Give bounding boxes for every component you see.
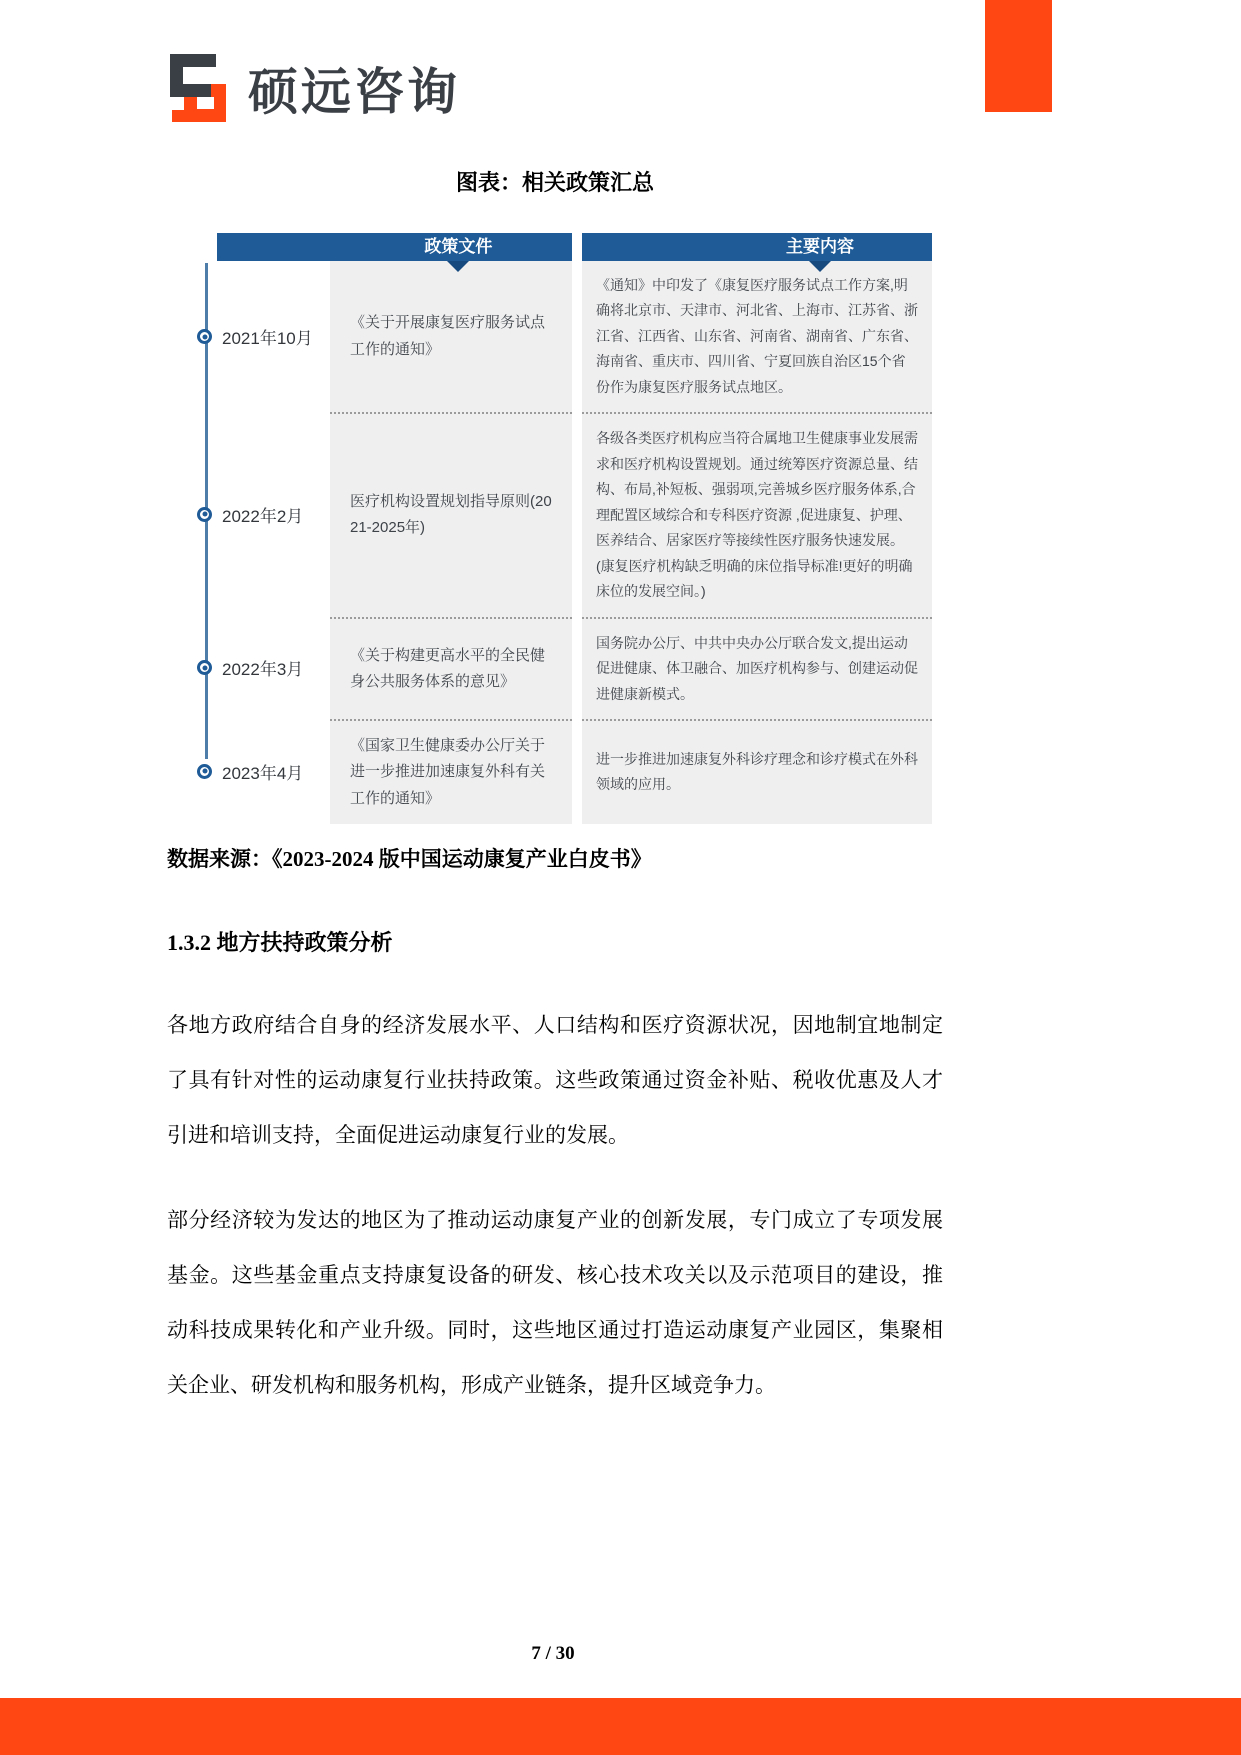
row-policy-cell bbox=[330, 719, 572, 824]
timeline-marker-icon bbox=[197, 660, 212, 675]
row-date-label: 2023年4月 bbox=[222, 763, 304, 783]
bottom-accent-bar bbox=[0, 1698, 1241, 1755]
corner-accent-block bbox=[985, 0, 1052, 112]
timeline-marker-icon bbox=[197, 764, 212, 779]
row-content-text: 进一步推进加速康复外科诊疗理念和诊疗模式在外科领域的应用。 bbox=[596, 750, 918, 793]
row-policy-text: 《国家卫生健康委办公厅关于进一步推进加速康复外科有关工作的通知》 bbox=[350, 737, 546, 807]
row-date bbox=[195, 759, 330, 784]
table-row bbox=[195, 261, 932, 412]
row-date bbox=[195, 502, 330, 527]
row-content-cell bbox=[582, 617, 932, 719]
policy-column-header-label: 政策文件 bbox=[424, 237, 493, 256]
table-row bbox=[195, 719, 932, 824]
row-policy-text: 《关于构建更高水平的全民健身公共服务体系的意见》 bbox=[350, 646, 546, 690]
row-content-text: 各级各类医疗机构应当符合属地卫生健康事业发展需求和医疗机构设置规划。通过统筹医疗资源总量、结构、布局,补短板、强弱项,完善城乡医疗服务体系,合理配置区域综合和专科医疗资源 ,促进康复、护理、医养结合、居家医疗等接续性医疗服务快速发展。(康复医疗机构缺乏明确的床位指导标准!更好的明确床位的发展空间。) bbox=[596, 430, 918, 600]
row-date-label: 2021年10月 bbox=[222, 329, 313, 349]
row-date bbox=[195, 324, 330, 349]
body-text bbox=[167, 998, 943, 1443]
row-policy-text: 医疗机构设置规划指导原则(2021-2025年) bbox=[350, 493, 552, 537]
body-paragraph: 各地方政府结合自身的经济发展水平、人口结构和医疗资源状况，因地制宜地制定了具有针对性的运动康复行业扶持政策。这些政策通过资金补贴、税收优惠及人才引进和培训支持，全面促进运动康复行业的发展。 bbox=[167, 1014, 943, 1147]
row-date-label: 2022年2月 bbox=[222, 506, 304, 526]
policy-summary-table bbox=[195, 233, 932, 824]
row-policy-cell bbox=[330, 261, 572, 412]
page-number: 7 / 30 bbox=[531, 1643, 575, 1664]
row-content-text: 国务院办公厅、中共中央办公厅联合发文,提出运动促进健康、体卫融合、加医疗机构参与、创建运动促进健康新模式。 bbox=[596, 634, 918, 702]
policy-header-pointer-icon bbox=[447, 261, 469, 272]
row-content-cell bbox=[582, 412, 932, 616]
row-date bbox=[195, 655, 330, 680]
timeline-marker-icon bbox=[197, 329, 212, 344]
content-header-pointer-icon bbox=[809, 261, 831, 272]
company-logo-text: 硕远咨询 bbox=[248, 63, 460, 120]
row-policy-cell bbox=[330, 412, 572, 616]
row-content-cell bbox=[582, 719, 932, 824]
content-column-header-label: 主要内容 bbox=[786, 237, 854, 256]
row-policy-cell bbox=[330, 617, 572, 719]
company-logo bbox=[168, 52, 460, 131]
row-content-cell bbox=[582, 261, 932, 412]
figure-title: 图表：相关政策汇总 bbox=[455, 170, 654, 195]
row-content-text: 《通知》中印发了《康复医疗服务试点工作方案,明确将北京市、天津市、河北省、上海市、江苏省、浙江省、江西省、山东省、河南省、湖南省、广东省、海南省、重庆市、四川省、宁夏回族自治区15个省份作为康复医疗服务试点地区。 bbox=[596, 277, 918, 395]
section-heading: 1.3.2 地方扶持政策分析 bbox=[167, 930, 393, 955]
content-column-header bbox=[582, 233, 932, 261]
body-paragraph: 部分经济较为发达的地区为了推动运动康复产业的创新发展，专门成立了专项发展基金。这些基金重点支持康复设备的研发、核心技术攻关以及示范项目的建设，推动科技成果转化和产业升级。同时，这些地区通过打造运动康复产业园区，集聚相关企业、研发机构和服务机构，形成产业链条，提升区域竞争力。 bbox=[167, 1209, 943, 1397]
table-header-row bbox=[195, 233, 932, 261]
row-policy-text: 《关于开展康复医疗服务试点工作的通知》 bbox=[350, 314, 546, 358]
timeline-marker-icon bbox=[197, 507, 212, 522]
table-row bbox=[195, 617, 932, 719]
data-source-line: 数据来源：《2023-2024 版中国运动康复产业白皮书》 bbox=[167, 847, 652, 871]
company-logo-icon bbox=[168, 52, 232, 131]
row-date-label: 2022年3月 bbox=[222, 660, 304, 680]
policy-column-header bbox=[217, 233, 572, 261]
table-row bbox=[195, 412, 932, 616]
